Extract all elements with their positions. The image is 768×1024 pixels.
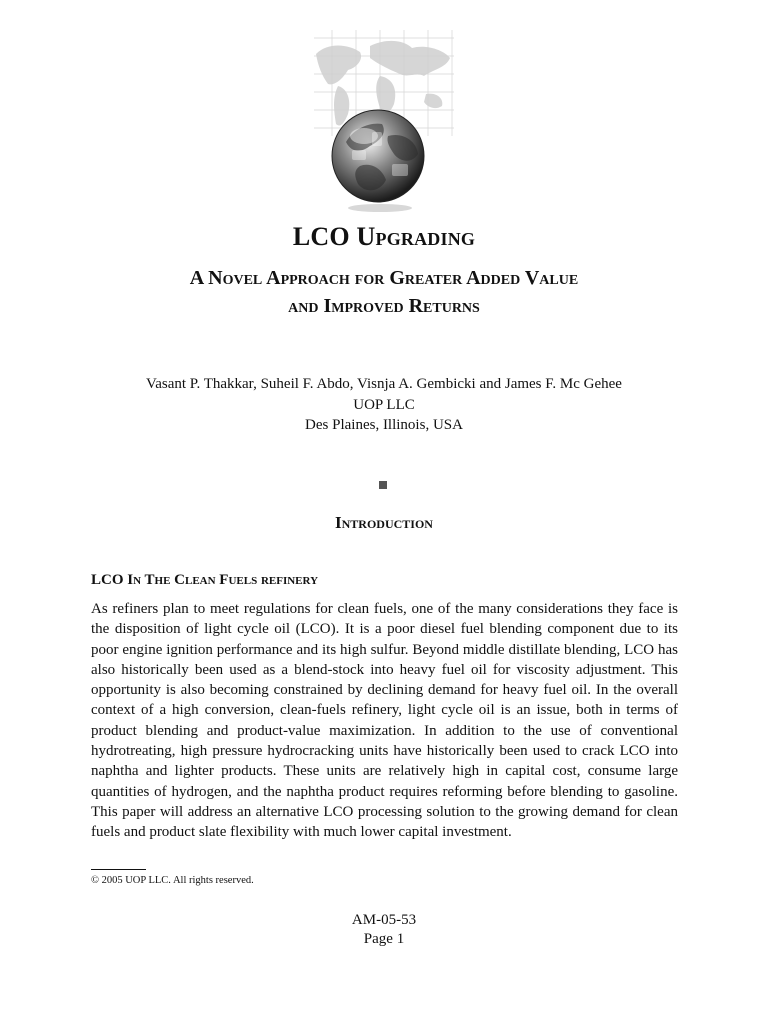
subtitle-line-1: A Novel Approach for Greater Added Value xyxy=(189,267,579,289)
author-names: Vasant P. Thakkar, Suheil F. Abdo, Visnja A. Gembicki and James F. Mc Gehee xyxy=(146,376,622,392)
section-divider-square-icon xyxy=(379,481,387,489)
paper-title: LCO Upgrading xyxy=(292,222,476,251)
subtitle-line-2: and Improved Returns xyxy=(288,295,480,317)
document-number: AM-05-53 xyxy=(351,912,417,928)
page-number: Page 1 xyxy=(363,931,405,947)
author-company: UOP LLC xyxy=(353,396,415,413)
page-footer xyxy=(0,911,768,949)
section-heading: Introduction xyxy=(335,513,433,532)
paper-subtitle xyxy=(0,264,768,320)
intro-paragraph: As refiners plan to meet regulations for clean fuels, one of the many considerations they face is the disposition of light cycle oil (LCO). It is a poor diesel fuel blending component due to its poor engine ignition performance and its high sulfur. Beyond middle distillate blending, LCO has also historically been used as a blend-stock into heavy fuel oil for viscosity adjustment. This opportunity is also becoming constrained by declining demand for heavy fuel oil. In the overall context of a high conversion, clean-fuels refinery, light cycle oil is an issue, both in terms of product blending and product-value maximization. In addition to the use of conventional hydrotreating, high pressure hydrocracking units have historically been used to crack LCO into naphtha and lighter products. These units are relatively high in capital cost, consume large quantities of hydrogen, and the naphtha product requires reforming before blending to gasoline. This paper will address an alternative LCO processing solution to the growing demand for clean fuels and product slate flexibility with much lower capital investment. xyxy=(91,601,678,841)
subsection-heading: LCO In The Clean Fuels refinery xyxy=(91,572,319,588)
globe-logo-icon xyxy=(308,24,460,216)
author-block xyxy=(0,374,768,436)
author-location: Des Plaines, Illinois, USA xyxy=(305,417,463,433)
copyright-footnote: © 2005 UOP LLC. All rights reserved. xyxy=(91,875,254,886)
footnote-divider xyxy=(91,869,146,870)
